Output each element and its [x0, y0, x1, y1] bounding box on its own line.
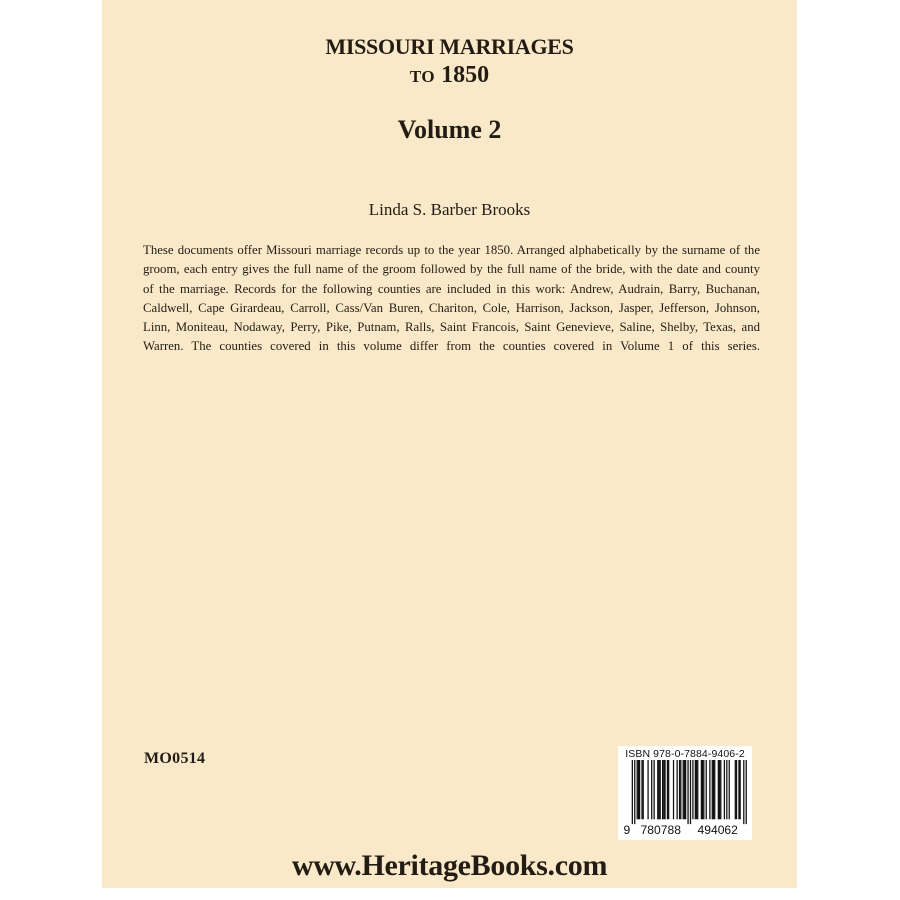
svg-text:9: 9: [623, 822, 631, 835]
subtitle-year: 1850: [441, 62, 490, 88]
book-subtitle: [102, 62, 797, 89]
volume-label: Volume 2: [397, 115, 502, 144]
svg-text:780788: 780788: [640, 822, 681, 835]
author-name: Linda S. Barber Brooks: [368, 200, 531, 219]
barcode-panel: [618, 746, 752, 840]
book-title: MISSOURI MARRIAGES: [325, 34, 574, 59]
svg-text:494062: 494062: [697, 822, 738, 835]
isbn-label: ISBN 978-0-7884-9406-2: [625, 748, 745, 760]
cover-page: [102, 0, 797, 888]
website-url: www.HeritageBooks.com: [291, 849, 608, 882]
book-description: These documents offer Missouri marriage records up to the year 1850. Arranged alphabetically by the surname of the groom, each entry gives the full name of the groom followed by the full name of the bride, with the date and county of the marriage. Records for the following counties are included in this work: Andrew, Audrain, Barry, Buchanan, Caldwell, Cape Girardeau, Carroll, Cass/Van Buren, Chariton, Cole, Harrison, Jackson, Jasper, Jefferson, Johnson, Linn, Moniteau, Nodaway, Perry, Pike, Putnam, Ralls, Saint Francois, Saint Genevieve, Saline, Shelby, Texas, and Warren. The counties covered in this volume differ from the counties covered in Volume 1 of this series.: [143, 243, 760, 354]
product-code: MO0514: [144, 750, 206, 767]
ean13-barcode: [622, 760, 748, 835]
subtitle-to-prefix: TO: [409, 67, 436, 86]
